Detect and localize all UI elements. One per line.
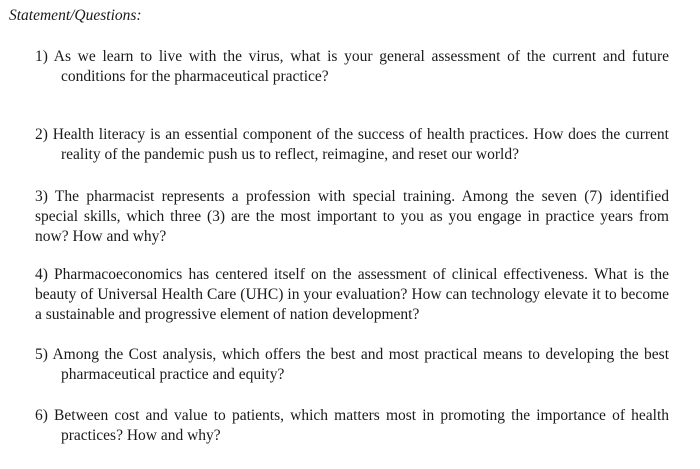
question-2: 2) Health literacy is an essential component of the success of health practices. How does the current reality of the pandemic push us to reflect, reimagine, and reset our world? (35, 126, 669, 163)
question-5: 5) Among the Cost analysis, which offers the best and most practical means to developing the best pharmaceutical practice and equity? (35, 346, 669, 383)
question-6: 6) Between cost and value to patients, which matters most in promoting the importance of health practices? How and why? (35, 407, 669, 444)
question-4: 4) Pharmacoeconomics has centered itself on the assessment of clinical effectiveness. What is the beauty of Universal Health Care (UHC) in your evaluation? How can technology elevate it to become a sustainable and progressive element of nation development? (35, 266, 669, 323)
question-1: 1) As we learn to live with the virus, what is your general assessment of the current and future conditions for the pharmaceutical practice? (35, 48, 669, 85)
question-3: 3) The pharmacist represents a profession with special training. Among the seven (7) identified special skills, which three (3) are the most important to you as you engage in practice years from now? How and why? (35, 188, 669, 245)
document-heading: Statement/Questions: (9, 7, 142, 24)
